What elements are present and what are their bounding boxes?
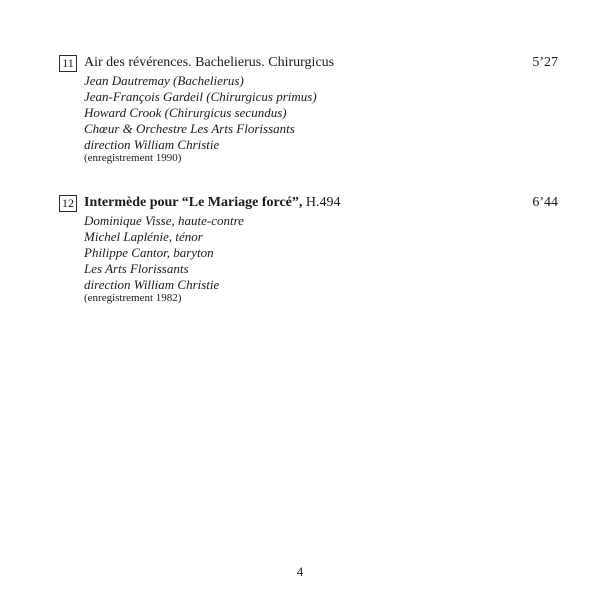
performer-list [84,73,317,153]
performer-line: Michel Laplénie, ténor [84,229,203,244]
track-number-box: 12 [59,195,77,212]
track-number-box: 11 [59,55,77,72]
track-title [84,54,334,71]
performer-line: Howard Crook (Chirurgicus secundus) [84,105,287,120]
track-title-regular: H.494 [302,195,341,210]
track-title [84,194,341,211]
performer-line: Les Arts Florissants [84,261,189,276]
track-duration: 5’27 [532,55,558,70]
performer-line: Jean Dautremay (Bachelierus) [84,73,244,88]
recording-year: (enregistrement 1982) [84,292,182,304]
performer-line: Philippe Cantor, baryton [84,245,214,260]
performer-line: direction William Christie [84,277,220,292]
performer-line: Chœur & Orchestre Les Arts Florissants [84,121,295,136]
page-number: 4 [296,564,304,579]
performer-line: Jean-François Gardeil (Chirurgicus primus) [84,89,317,104]
track-title-regular: Air des révérences. Bachelierus. Chirurgicus [84,55,335,70]
track-title-bold: Intermède pour “Le Mariage forcé”, [84,195,303,210]
performer-line: Dominique Visse, haute-contre [84,213,244,228]
recording-year: (enregistrement 1990) [84,152,182,164]
performer-line: direction William Christie [84,137,220,152]
track-duration: 6’44 [532,195,558,210]
performer-list [84,213,244,293]
